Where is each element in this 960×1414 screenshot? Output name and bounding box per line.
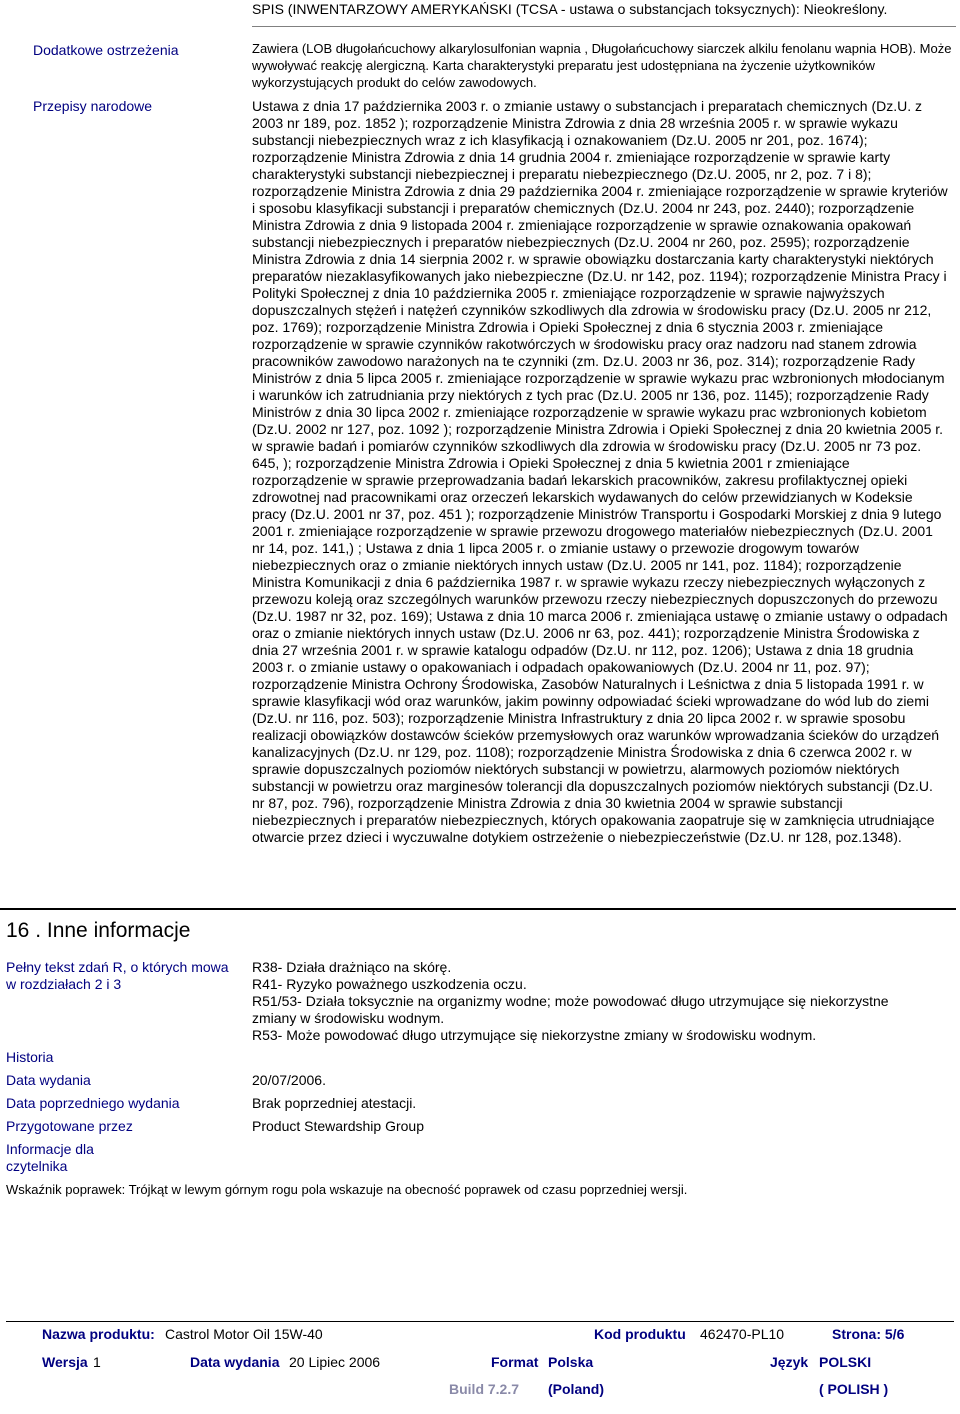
footer-issue-date: 20 Lipiec 2006	[289, 1354, 381, 1370]
revision-indicator-note: Wskaźnik poprawek: Trójkąt w lewym górnym rogu pola wskazuje na obecność poprawek od czasu poprzedniej wersji.	[6, 1182, 688, 1197]
previous-issue-value: Brak poprzedniej atestacji.	[252, 1095, 417, 1111]
prepared-by-label: Przygotowane przez	[6, 1118, 133, 1134]
footer-format-paren: (Poland)	[548, 1381, 604, 1397]
section-title: 16 . Inne informacje	[6, 919, 191, 942]
footer-issue-date-label: Data wydania	[190, 1354, 280, 1370]
footer-language: POLSKI	[819, 1354, 872, 1370]
r-phrase-item: R53- Może powodować długo utrzymujące się niekorzystne zmiany w środowisku wodnym.	[252, 1027, 817, 1043]
r-phrases-list	[252, 959, 932, 1044]
footer-product-code: 462470-PL10	[700, 1326, 785, 1342]
reader-info-label: Informacje dla czytelnika	[6, 1141, 94, 1174]
footer-language-label: Język	[770, 1354, 809, 1370]
history-label: Historia	[6, 1049, 54, 1065]
tsca-inventory-line: SPIS (INWENTARZOWY AMERYKAŃSKI (TCSA - ustawa o substancjach toksycznych): Nieokreślony.	[252, 1, 888, 17]
national-regulations-label: Przepisy narodowe	[33, 98, 153, 114]
previous-issue-label: Data poprzedniego wydania	[6, 1095, 180, 1111]
footer-product-name-label: Nazwa produktu:	[42, 1326, 155, 1342]
footer-language-paren: ( POLISH )	[819, 1381, 889, 1397]
footer-page-number: Strona: 5/6	[832, 1326, 905, 1342]
additional-warnings-text: Zawiera (LOB długołańcuchowy alkarylosulfonian wapnia , Długołańcuchowy siarczek alkilu fenolanu wapnia HOB). Może wywoływać reakcję alergiczną. Karta charakterystyki preparatu jest udostępniana na życzenie użytkowników wykorzystujących produkt do celów zawodowych.	[252, 41, 952, 90]
national-regulations-text: Ustawa z dnia 17 października 2003 r. o zmianie ustawy o substancjach i preparatach chemicznych (Dz.U. z 2003 nr 189, poz. 1852 ); rozporządzenie Ministra Zdrowia z dnia 28 września 2005 r. w sprawie wykazu substancji niebezpiecznych wraz z ich klasyfikacją i oznakowaniem (Dz.U. 2005 nr 201, poz. 1674); rozporządzenie Ministra Zdrowia z dnia 14 grudnia 2004 r. zmieniające rozporządzenie w sprawie karty charakterystyki substancji niebezpiecznej i preparatu niebezpiecznego (Dz.U. 2005, nr 2, poz. 7 i 8); rozporządzenie Ministra Zdrowia z dnia 29 października 2004 r. zmieniające rozporządzenie w sprawie kryteriów i sposobu klasyfikacji substancji i preparatów chemicznych (Dz.U. 2004 nr 243, poz. 2440); rozporządzenie Ministra Zdrowia z dnia 9 listopada 2004 r. zmieniające rozporządzenie w sprawie oznakowania opakowań substancji niebezpiecznych i preparatów niebezpiecznych (Dz.U. 2004 nr 260, poz. 2595); rozporządzenie Ministra Zdrowia z dnia 14 sierpnia 2002 r. w sprawie obowiązku dostarczania karty charakterystyki niektórych preparatów niezaklasyfikowanych jako niebezpieczne (Dz.U. nr 142, poz. 1194); rozporządzenie Ministra Pracy i Polityki Społecznej z dnia 10 października 2005 r. zmieniające rozporządzenie w sprawie najwyższych dopuszczalnych stężeń i natężeń czynników szkodliwych dla zdrowia w środowisku pracy (Dz.U. 2005 nr 212, poz. 1769); rozporządzenie Ministra Zdrowia i Opieki Społecznej z dnia 6 stycznia 2003 r. zmieniające rozporządzenie w sprawie czynników rakotwórczych w środowisku pracy oraz nadzoru nad stanem zdrowia pracowników zawodowo narażonych na te czynniki (zm. Dz.U. 2003 nr 36, poz. 314); rozporządzenie Rady Ministrów z dnia 5 lipca 2005 r. zmieniające rozporządzenie w sprawie wykazu prac wzbronionych młodocianym i warunków ich zatrudniania przy niektórych z tych prac (Dz.U. 2005 nr 136, poz. 1145); rozporządzenie Rady Ministrów z dnia 30 lipca 2002 r. zmieniające rozporządzenie w sprawie wykazu prac wzbronionych kobietom (Dz.U. 2002 nr 127, poz. 1092 ); rozporządzenie Ministra Zdrowia i Opieki Społecznej z dnia 20 kwietnia 2005 r. w sprawie badań i pomiarów czynników szkodliwych dla zdrowia w środowisku pracy (Dz.U. 2005 nr 73 poz. 645, ); rozporządzenie Ministra Zdrowia i Opieki Społecznej z dnia 5 kwietnia 2001 r zmieniające rozporządzenie w sprawie przeprowadzania badań lekarskich pracowników, zakresu profilaktycznej opieki zdrowotnej nad pracownikami oraz orzeczeń lekarskich wydawanych do celów przewidzianych w Kodeksie pracy (Dz.U. 2001 nr 37, poz. 451 ); rozporządzenie Ministrów Transportu i Gospodarki Morskiej z dnia 9 lutego 2001 r. zmieniające rozporządzenie w sprawie przewozu drogowego materiałów niebezpiecznych (Dz.U. 2001 nr 14, poz. 141,) ; Ustawa z dnia 1 lipca 2005 r. o zmianie ustawy o przewozie drogowym towarów niebezpiecznych oraz o zmianie niektórych innych ustaw (Dz.U. 2005 nr 141, poz. 1184); rozporządzenie Ministra Komunikacji z dnia 6 października 1987 r. w sprawie wykazu rzeczy niebezpiecznych wyłączonych z przewozu koleją oraz szczególnych warunków przewozu rzeczy niebezpiecznych dopuszczonych do przewozu (Dz.U. 1987 nr 32, poz. 169); Ustawa z dnia 10 marca 2006 r. zmieniająca ustawę o zmianie ustawy o odpadach oraz o zmianie niektórych innych ustaw (Dz.U. 2006 nr 63, poz. 441); rozporządzenie Ministra Środowiska z dnia 27 września 2001 r. w sprawie katalogu odpadów (Dz.U. nr 112, poz. 1206); Ustawa z dnia 18 grudnia 2003 r. o zmianie ustawy o opakowaniach i odpadach opakowaniowych (Dz.U. 2004 nr 11, poz. 97); rozporządzenie Ministra Ochrony Środowiska, Zasobów Naturalnych i Leśnictwa z dnia 5 listopada 1991 r. w sprawie klasyfikacji wód oraz warunków, jakim powinny odpowiadać ścieki wprowadzane do wód lub do ziemi (Dz.U. nr 116, poz. 503); rozporządzenie Ministra Infrastruktury z dnia 20 lipca 2002 r. w sprawie sposobu realizacji obowiązków dostawców ścieków przemysłowych oraz warunków wprowadzania ścieków do urządzeń kanalizacyjnych (Dz.U. nr 129, poz. 1108); rozporządzenie Ministra Środowiska z dnia 6 czerwca 2002 r. w sprawie dopuszczalnych poziomów niektórych substancji w powietrzu, alarmowych poziomów niektórych substancji w powietrzu oraz marginesów tolerancji dla dopuszczalnych poziomów niektórych substancji (Dz.U. nr 87, poz. 796), rozporządzenie Ministra Zdrowia z dnia 30 kwietnia 2004 w sprawie substancji niebezpiecznych i preparatów niebezpiecznych, których opakowania zaopatruje się w zamknięcia utrudniające otwarcie przez dzieci i wyczuwalne dotykiem ostrzeżenie o niebezpieczeństwie (Dz.U. nr 128, poz.1348).	[252, 98, 948, 845]
section-divider	[0, 908, 956, 910]
issue-date-value: 20/07/2006.	[252, 1072, 326, 1088]
footer-format-label: Format	[491, 1354, 539, 1370]
issue-date-label: Data wydania	[6, 1072, 91, 1088]
r-phrase-item: R38- Działa drażniąco na skórę.	[252, 959, 452, 975]
footer-product-code-label: Kod produktu	[594, 1326, 686, 1342]
r-phrase-item: R41- Ryzyko poważnego uszkodzenia oczu.	[252, 976, 527, 992]
footer-build: Build 7.2.7	[449, 1381, 520, 1397]
footer-version-label: Wersja	[42, 1354, 88, 1370]
additional-warnings-label: Dodatkowe ostrzeżenia	[33, 42, 179, 58]
r-phrases-label: Pełny tekst zdań R, o których mowa w rozdziałach 2 i 3	[6, 959, 229, 992]
footer-product-name: Castrol Motor Oil 15W-40	[165, 1326, 323, 1342]
r-phrase-item: R51/53- Działa toksycznie na organizmy wodne; może powodować długo utrzymujące się niekorzystne zmiany w środowisku wodnym.	[252, 993, 889, 1026]
prepared-by-value: Product Stewardship Group	[252, 1118, 424, 1134]
footer-version: 1	[93, 1354, 101, 1370]
footer-format: Polska	[548, 1354, 594, 1370]
header-divider	[252, 26, 956, 27]
